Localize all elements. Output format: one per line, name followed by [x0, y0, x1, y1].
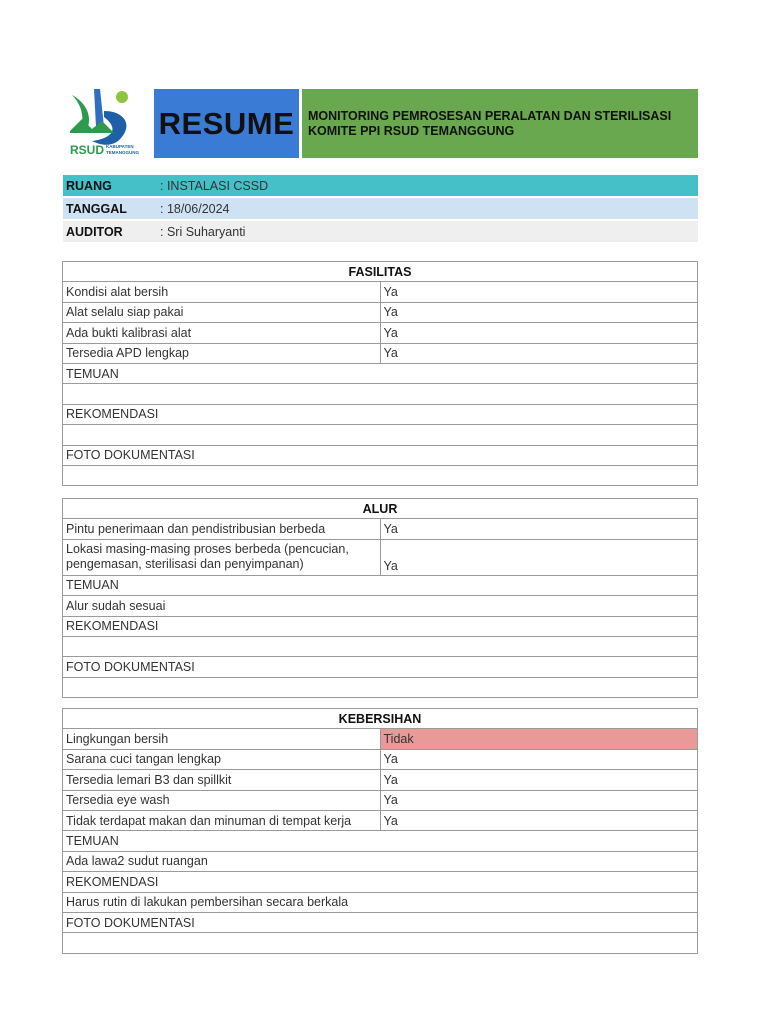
- svg-text:RSUD: RSUD: [70, 143, 105, 157]
- rsud-logo: [64, 87, 152, 158]
- table-row: [63, 302, 698, 322]
- foto-label: FOTO DOKUMENTASI: [63, 445, 698, 465]
- section-title: ALUR: [63, 499, 698, 519]
- answer: Ya: [380, 770, 698, 790]
- report-header: [64, 87, 698, 158]
- info-label: TANGGAL: [66, 201, 127, 216]
- fasilitas-table: [62, 261, 698, 486]
- foto-value: [63, 933, 698, 953]
- table-row: [63, 343, 698, 363]
- info-label: RUANG: [66, 178, 112, 193]
- table-row: [63, 539, 698, 575]
- section-title: KEBERSIHAN: [63, 709, 698, 729]
- question: Lokasi masing-masing proses berbeda (pencucian, pengemasan, sterilisasi dan penyimpanan): [63, 539, 381, 575]
- temuan-value: Alur sudah sesuai: [63, 596, 698, 616]
- question: Kondisi alat bersih: [63, 282, 381, 302]
- foto-label: FOTO DOKUMENTASI: [63, 657, 698, 677]
- answer: Ya: [380, 749, 698, 769]
- section-title: FASILITAS: [63, 262, 698, 282]
- info-value: : 18/06/2024: [160, 201, 230, 216]
- answer: Ya: [380, 282, 698, 302]
- info-block: [63, 175, 698, 244]
- table-row: [63, 519, 698, 539]
- foto-value: [63, 677, 698, 697]
- question: Ada bukti kalibrasi alat: [63, 323, 381, 343]
- resume-title: RESUME: [154, 89, 299, 158]
- info-label: AUDITOR: [66, 224, 123, 239]
- temuan-value: [63, 384, 698, 404]
- foto-value: [63, 465, 698, 485]
- info-value: : Sri Suharyanti: [160, 224, 246, 239]
- answer: Ya: [380, 343, 698, 363]
- report-title-line2: KOMITE PPI RSUD TEMANGGUNG: [308, 123, 515, 138]
- table-row: [63, 810, 698, 830]
- rekomendasi-value: [63, 636, 698, 656]
- temuan-label: TEMUAN: [63, 363, 698, 383]
- temuan-value: Ada lawa2 sudut ruangan: [63, 851, 698, 871]
- answer: Ya: [380, 810, 698, 830]
- answer: Ya: [380, 539, 698, 575]
- answer: Ya: [380, 519, 698, 539]
- svg-text:TEMANGGUNG: TEMANGGUNG: [106, 150, 139, 155]
- question: Alat selalu siap pakai: [63, 302, 381, 322]
- svg-text:KABUPATEN: KABUPATEN: [106, 144, 134, 149]
- rekomendasi-label: REKOMENDASI: [63, 616, 698, 636]
- rekomendasi-label: REKOMENDASI: [63, 872, 698, 892]
- question: Tersedia APD lengkap: [63, 343, 381, 363]
- table-row: [63, 749, 698, 769]
- table-row: [63, 729, 698, 749]
- question: Sarana cuci tangan lengkap: [63, 749, 381, 769]
- table-row: [63, 790, 698, 810]
- question: Tersedia lemari B3 dan spillkit: [63, 770, 381, 790]
- temuan-label: TEMUAN: [63, 831, 698, 851]
- info-row-auditor: [63, 221, 698, 242]
- rekomendasi-label: REKOMENDASI: [63, 404, 698, 424]
- answer: Ya: [380, 323, 698, 343]
- question: Tidak terdapat makan dan minuman di tempat kerja: [63, 810, 381, 830]
- rekomendasi-value: Harus rutin di lakukan pembersihan secara berkala: [63, 892, 698, 912]
- answer: Ya: [380, 302, 698, 322]
- table-row: [63, 770, 698, 790]
- rekomendasi-value: [63, 425, 698, 445]
- answer-tidak: Tidak: [380, 729, 698, 749]
- info-value: : INSTALASI CSSD: [160, 178, 269, 193]
- temuan-label: TEMUAN: [63, 575, 698, 595]
- question: Lingkungan bersih: [63, 729, 381, 749]
- table-row: [63, 323, 698, 343]
- report-title: [302, 89, 698, 158]
- info-row-ruang: [63, 175, 698, 196]
- answer: Ya: [380, 790, 698, 810]
- report-title-line1: MONITORING PEMROSESAN PERALATAN DAN STERILISASI: [308, 108, 672, 123]
- alur-table: [62, 498, 698, 698]
- question: Tersedia eye wash: [63, 790, 381, 810]
- info-row-tanggal: [63, 198, 698, 219]
- table-row: [63, 282, 698, 302]
- kebersihan-table: [62, 708, 698, 954]
- question: Pintu penerimaan dan pendistribusian berbeda: [63, 519, 381, 539]
- foto-label: FOTO DOKUMENTASI: [63, 912, 698, 932]
